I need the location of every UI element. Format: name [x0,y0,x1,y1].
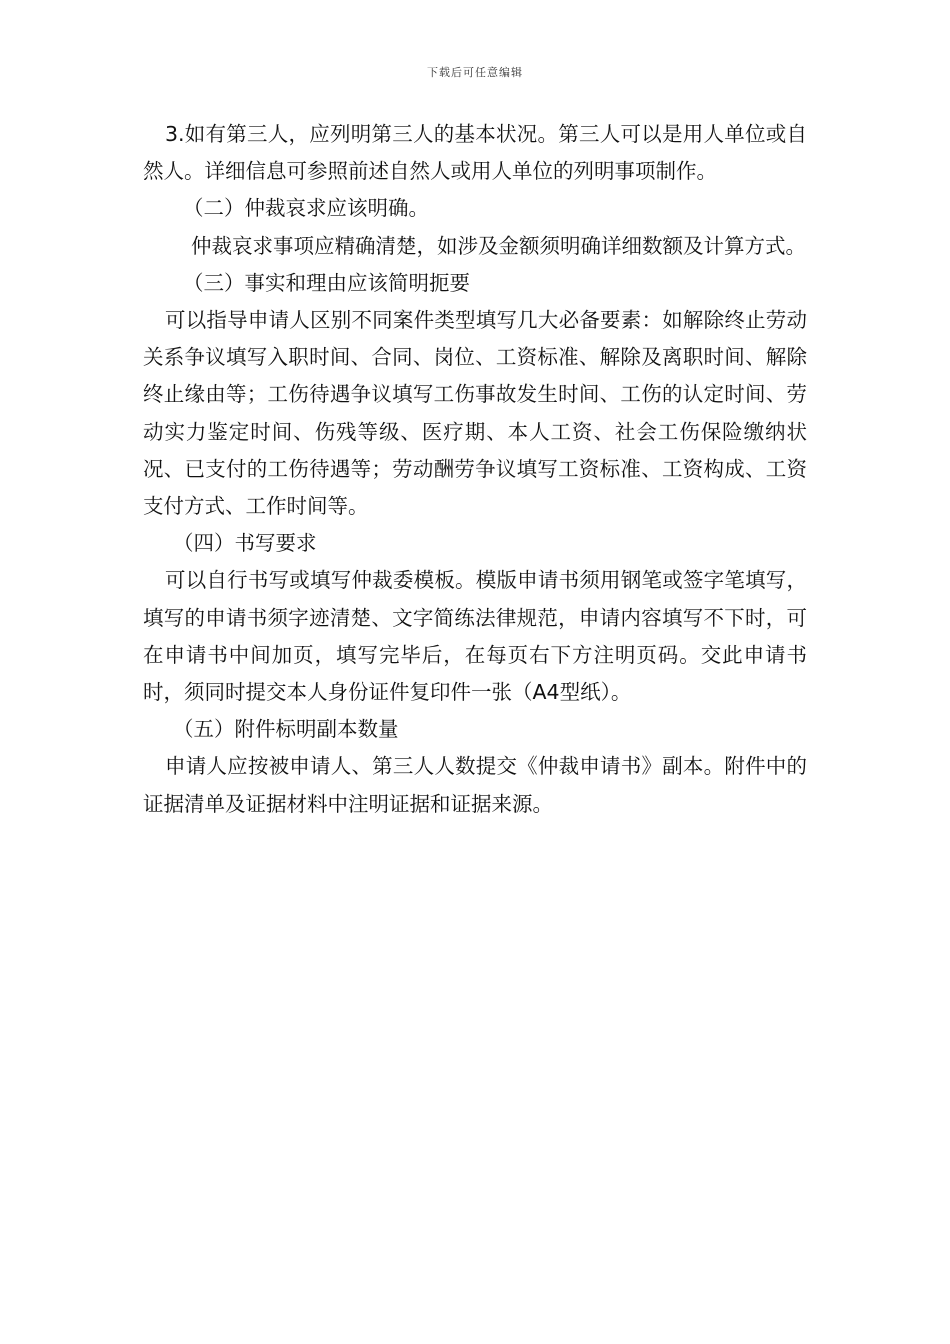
paragraph-attachments: 申请人应按被申请人、第三人人数提交《仲裁申请书》副本。附件中的证据清单及证据材料中注明证据和证据来源。 [143,754,807,816]
heading-facts-reasons: （三）事实和理由应该简明扼要 [183,270,470,295]
paragraph-arbitration-request: 仲裁哀求事项应精确清楚，如涉及金额须明确详细数额及计算方式。 [191,233,806,258]
document-body [143,116,807,823]
paragraph-third-party: 3.如有第三人，应列明第三人的基本状况。第三人可以是用人单位或自然人。详细信息可参照前述自然人或用人单位的列明事项制作。 [143,122,807,184]
heading-attachments: （五）附件标明副本数量 [173,717,399,742]
paragraph-facts-reasons: 可以指导申请人区别不同案件类型填写几大必备要素：如解除终止劳动关系争议填写入职时间、合同、岗位、工资标准、解除及离职时间、解除终止缘由等；工伤待遇争议填写工伤事故发生时间、工伤的认定时间、劳动实力鉴定时间、伤残等级、医疗期、本人工资、社会工伤保险缴纳状况、已支付的工伤待遇等；劳动酬劳争议填写工资标准、工资构成、工资支付方式、工作时间等。 [143,308,807,519]
page-header-note: 下载后可任意编辑 [427,66,523,79]
paragraph-writing-requirements: 可以自行书写或填写仲裁委模板。模版申请书须用钢笔或签字笔填写，填写的申请书须字迹清楚、文字简练法律规范，申请内容填写不下时，可在申请书中间加页，填写完毕后，在每页右下方注明页码。交此申请书时，须同时提交本人身份证件复印件一张（A4型纸）。 [143,568,807,705]
heading-arbitration-request: （二）仲裁哀求应该明确。 [183,196,429,221]
heading-writing-requirements: （四）书写要求 [173,531,317,556]
